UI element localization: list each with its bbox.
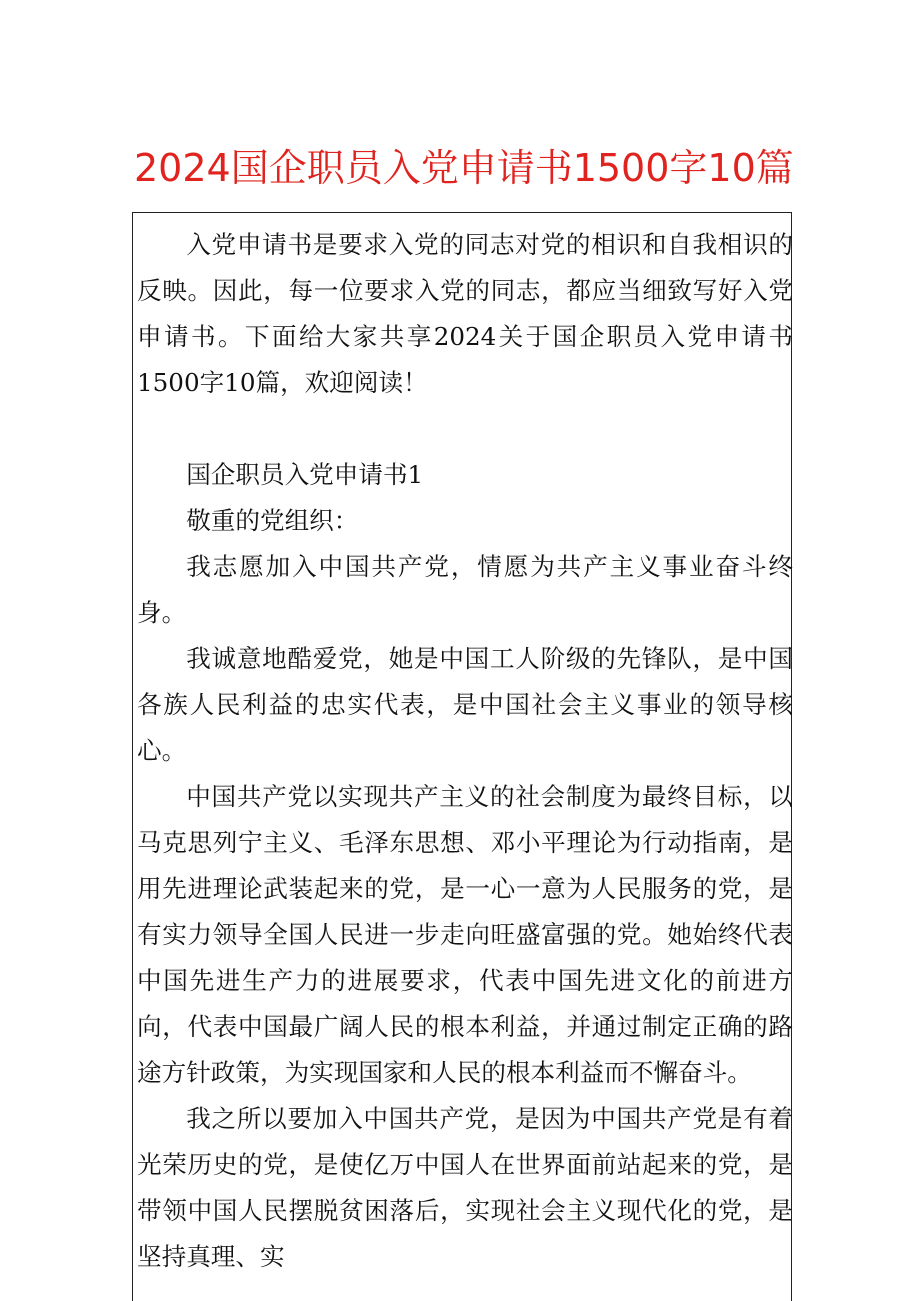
document-title: 2024国企职员入党申请书1500字10篇 [134,146,794,190]
paragraph-gap [137,406,793,452]
body-paragraph: 我诚意地酷爱党，她是中国工人阶级的先锋队，是中国各族人民利益的忠实代表，是中国社会主义事业的领导核心。 [137,644,793,765]
body-paragraph: 我志愿加入中国共产党，情愿为共产主义事业奋斗终身。 [137,552,793,627]
salutation: 敬重的党组织： [186,506,359,535]
body-paragraph: 我之所以要加入中国共产党，是因为中国共产党是有着光荣历史的党，是使亿万中国人在世界面前站起来的党，是带领中国人民摆脱贫困落后，实现社会主义现代化的党，是坚持真理、实 [137,1104,793,1271]
section-heading: 国企职员入党申请书1 [186,460,424,489]
body-paragraph: 中国共产党以实现共产主义的社会制度为最终目标，以马克思列宁主义、毛泽东思想、邓小平理论为行动指南，是用先进理论武装起来的党，是一心一意为人民服务的党，是有实力领导全国人民进一步走向旺盛富强的党。她始终代表中国先进生产力的进展要求，代表中国先进文化的前进方向，代表中国最广阔人民的根本利益，并通过制定正确的路途方针政策，为实现国家和人民的根本利益而不懈奋斗。 [137,782,793,1087]
intro-paragraph: 入党申请书是要求入党的同志对党的相识和自我相识的反映。因此，每一位要求入党的同志，都应当细致写好入党申请书。下面给大家共享2024关于国企职员入党申请书1500字10篇，欢迎阅读！ [137,230,793,397]
document-body [137,222,793,1280]
